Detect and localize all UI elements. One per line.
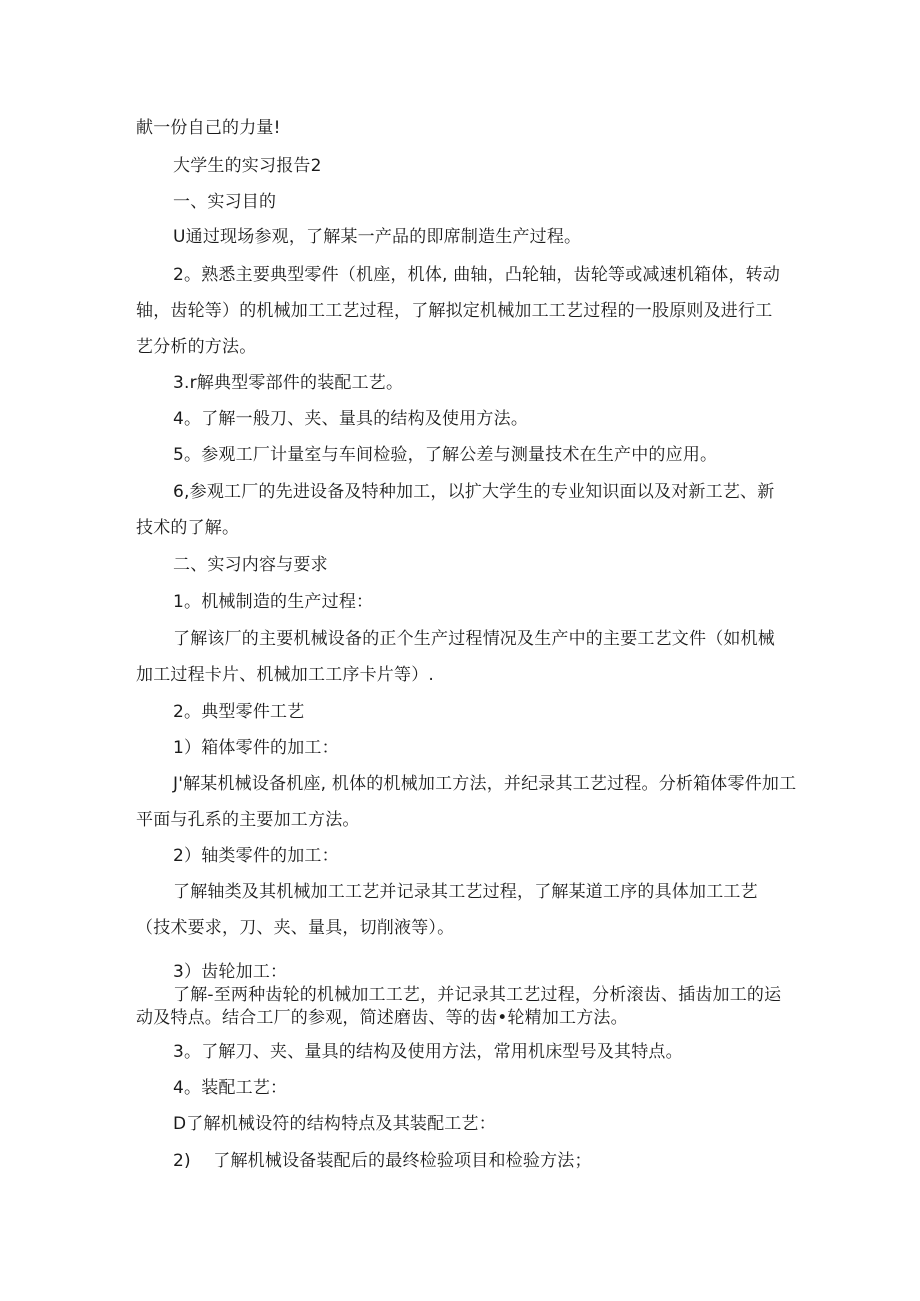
- text-line: 2。熟悉主要典型零件（机座，机体, 曲轴，凸轮轴，齿轮等或减速机箱体，转动: [173, 265, 781, 285]
- text-line: 技术的了解。: [136, 518, 240, 538]
- text-line: 6,参观工厂的先进设备及特种加工，以扩大学生的专业知识面以及对新工艺、新: [173, 482, 775, 502]
- text-line: 平面与孔系的主要加工方法。: [136, 810, 360, 830]
- text-line: 了解-至两种齿轮的机械加工工艺，并记录其工艺过程，分析滚齿、插齿加工的运: [173, 985, 782, 1005]
- text-line: 3.r解典型零部件的装配工艺。: [173, 373, 404, 393]
- text-line: 1）箱体零件的加工：: [173, 738, 339, 758]
- text-line: 5。参观工厂计量室与车间检验，了解公差与测量技术在生产中的应用。: [173, 445, 718, 465]
- text-line: 献一份自己的力量!: [136, 118, 281, 138]
- text-line: J'解某机械设备机座, 机体的机械加工方法，并纪录其工艺过程。分析箱体零件加工: [173, 774, 797, 794]
- text-line: 2。典型零件工艺: [173, 702, 305, 722]
- text-line: 3）齿轮加工：: [173, 962, 288, 982]
- text-line: U通过现场参观，了解某一产品的即席制造生产过程。: [173, 227, 582, 247]
- text-line: 了解轴类及其机械加工工艺并记录其工艺过程，了解某道工序的具体加工工艺: [173, 882, 758, 902]
- text-line: 加工过程卡片、机械加工工序卡片等）.: [136, 665, 435, 685]
- text-line: 2) 了解机械设备装配后的最终检验项目和检验方法；: [173, 1151, 592, 1171]
- section-title: 大学生的实习报告2: [173, 156, 322, 176]
- text-line: D了解机械设符的结构特点及其装配工艺：: [173, 1114, 496, 1134]
- text-line: 动及特点。结合工厂的参观，简述磨齿、等的齿•轮精加工方法。: [136, 1008, 628, 1028]
- text-line: 艺分析的方法。: [136, 337, 257, 357]
- text-line: 1。机械制造的生产过程：: [173, 592, 374, 612]
- section-heading: 二、实习内容与要求: [173, 555, 328, 575]
- text-line: 4。了解一般刀、夹、量具的结构及使用方法。: [173, 409, 529, 429]
- text-line: （技术要求，刀、夹、量具，切削液等）。: [136, 918, 455, 938]
- text-line: 2）轴类零件的加工：: [173, 846, 339, 866]
- text-line: 3。了解刀、夹、量具的结构及使用方法，常用机床型号及其特点。: [173, 1042, 683, 1062]
- text-line: 4。装配工艺：: [173, 1078, 288, 1098]
- section-heading: 一、实习目的: [173, 192, 277, 212]
- text-line: 了解该厂的主要机械设备的正个生产过程情况及生产中的主要工艺文件（如机械: [173, 629, 775, 649]
- text-line: 轴，齿轮等）的机械加工工艺过程，了解拟定机械加工工艺过程的一股原则及进行工: [136, 301, 773, 321]
